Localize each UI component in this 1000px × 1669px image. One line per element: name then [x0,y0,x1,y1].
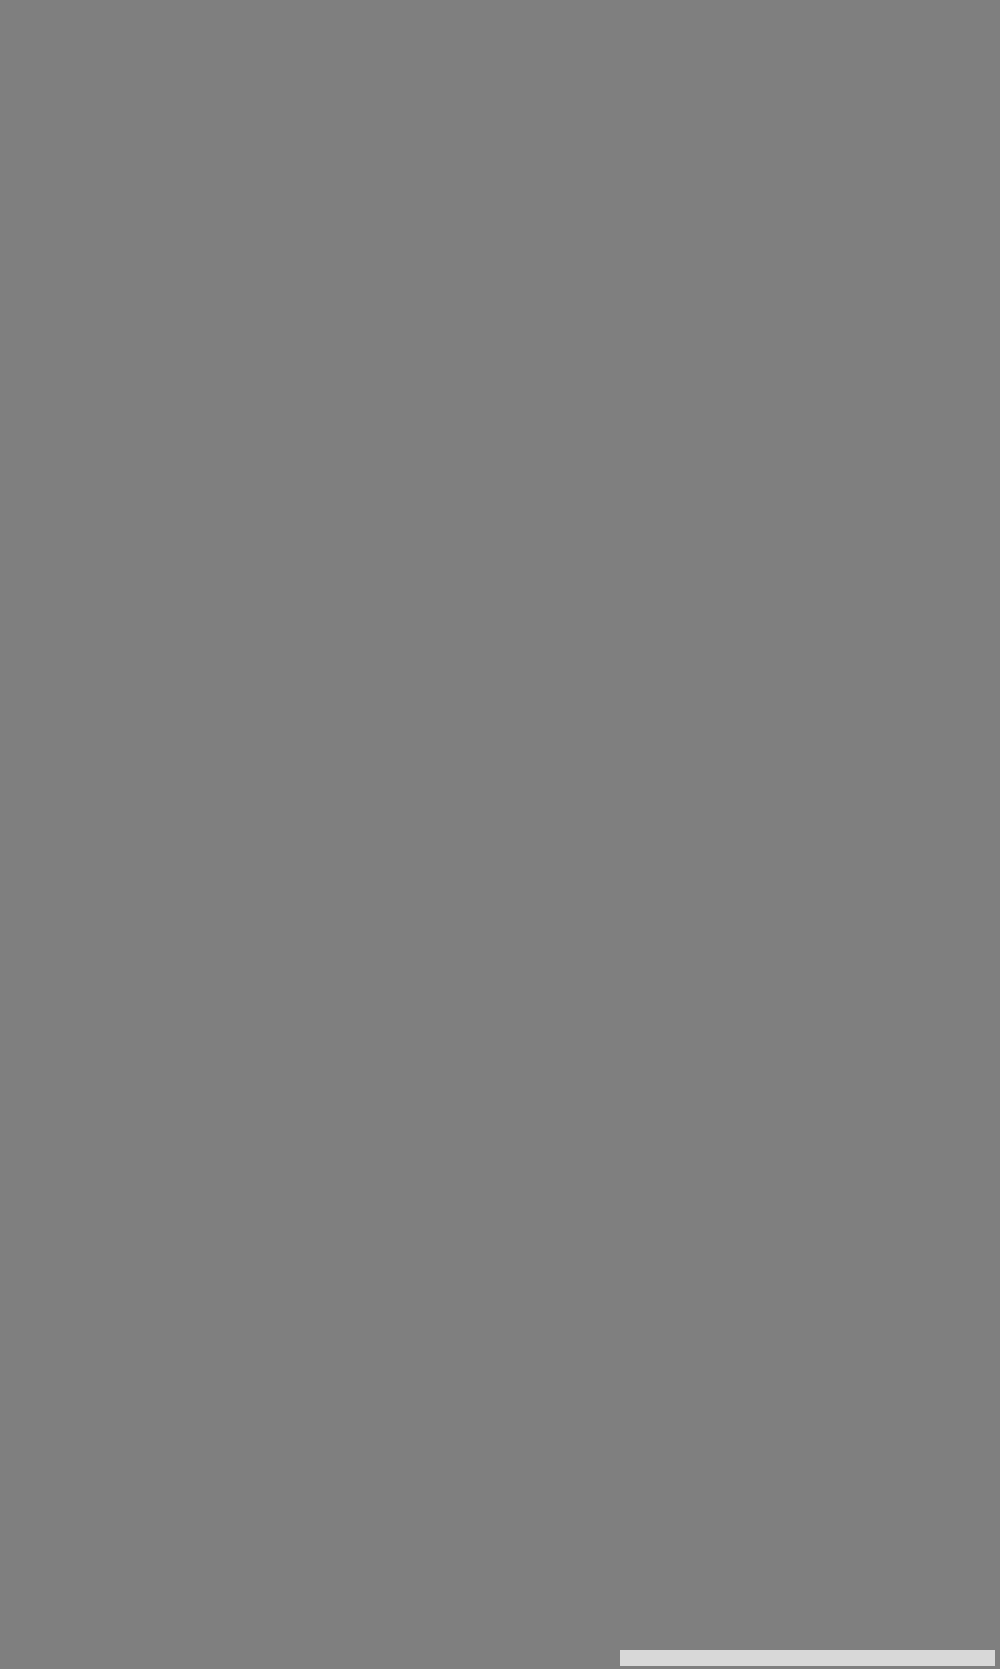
page-header [0,110,1000,140]
digitization-footer [620,1650,995,1666]
apparatus-rule [88,1100,903,1101]
notes-rule [88,1262,903,1263]
